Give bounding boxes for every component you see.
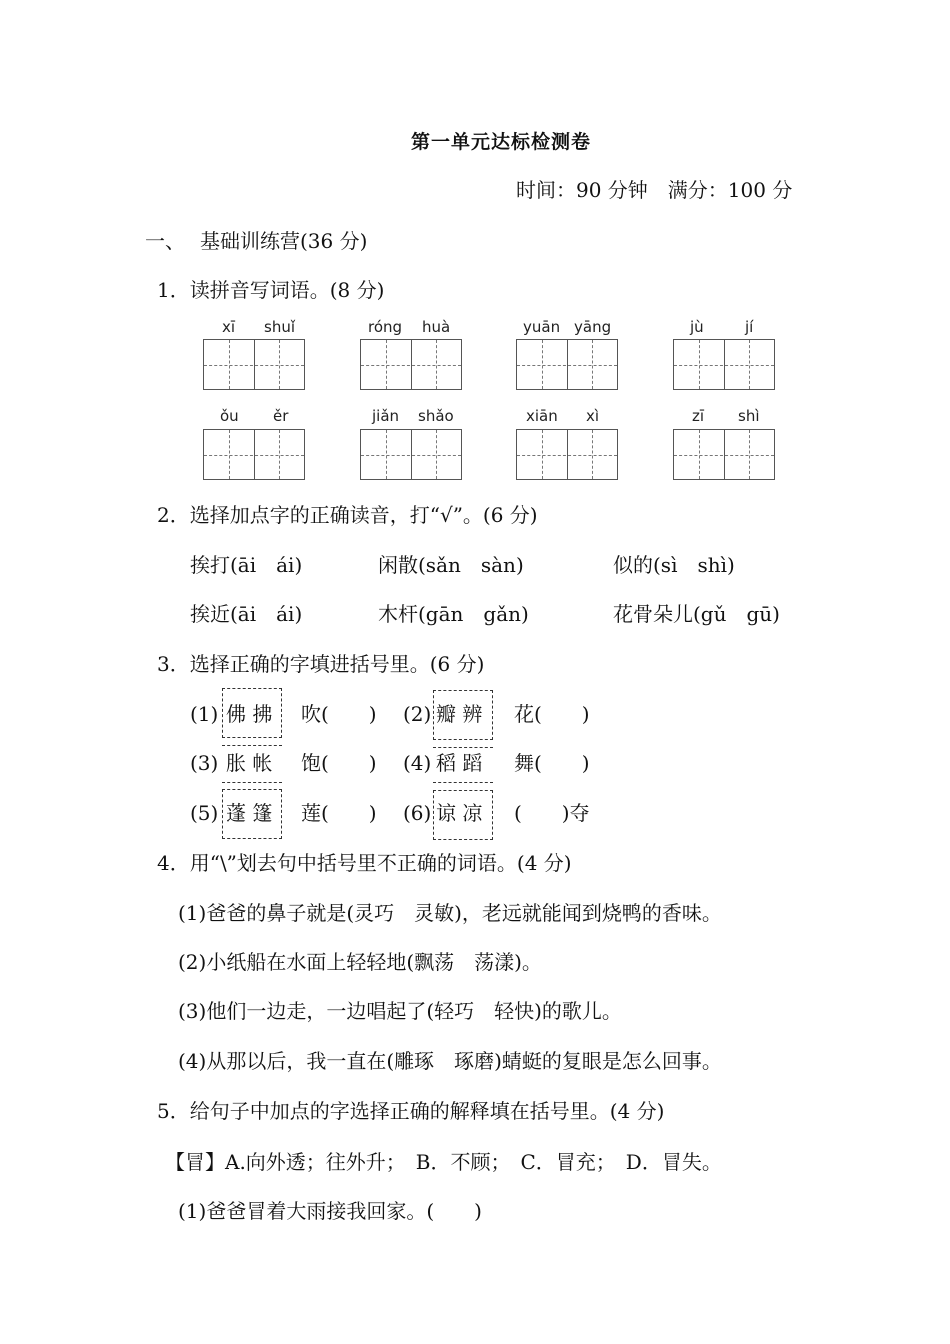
choice-box-divider — [433, 782, 493, 783]
choice-item: 似的(sì shì) — [613, 553, 735, 577]
writing-grid[interactable] — [673, 339, 775, 390]
choice-box-divider — [222, 782, 282, 783]
writing-grid[interactable] — [516, 429, 618, 480]
definition-list: 【冒】A.向外透；往外升； B．不顾； C．冒充； D．冒失。 — [165, 1150, 722, 1174]
pinyin: xī — [222, 318, 236, 336]
pinyin: jiǎn — [372, 407, 400, 425]
char-choices: 稻 蹈 — [436, 751, 483, 775]
choice-item: 木杆(gān gǎn) — [378, 602, 529, 626]
choice-item: 挨打(āi ái) — [190, 553, 303, 577]
pinyin: jí — [745, 318, 754, 336]
item-number: (3) — [190, 751, 219, 775]
item-number: (5) — [190, 801, 219, 825]
pinyin: ǒu — [220, 407, 239, 425]
fill-blank: 舞( ) — [514, 751, 590, 775]
sentence-item: (1)爸爸的鼻子就是(灵巧 灵敏)，老远就能闻到烧鸭的香味。 — [178, 901, 722, 925]
sentence-item: (1)爸爸冒着大雨接我回家。( ) — [178, 1199, 482, 1223]
question-4-label: 4．用“\”划去句中括号里不正确的词语。(4 分) — [157, 851, 572, 875]
section-number: 一、 — [145, 229, 185, 253]
page-title: 第一单元达标检测卷 — [410, 131, 591, 153]
question-3-label: 3．选择正确的字填进括号里。(6 分) — [157, 652, 485, 676]
char-choices: 蓬 篷 — [226, 801, 273, 825]
choice-box-divider — [222, 745, 282, 746]
writing-grid[interactable] — [360, 429, 462, 480]
fill-blank: 花( ) — [514, 702, 590, 726]
pinyin: shì — [738, 407, 760, 425]
char-choices: 瓣 辨 — [436, 702, 483, 726]
char-choices: 胀 帐 — [226, 751, 273, 775]
section-title: 基础训练营(36 分) — [200, 229, 368, 253]
pinyin: ěr — [273, 407, 289, 425]
item-number: (2) — [403, 702, 432, 726]
question-2-label: 2．选择加点字的正确读音，打“√”。(6 分) — [157, 503, 538, 527]
item-number: (1) — [190, 702, 219, 726]
writing-grid[interactable] — [203, 339, 305, 390]
question-5-label: 5．给句子中加点的字选择正确的解释填在括号里。(4 分) — [157, 1099, 665, 1123]
choice-item: 花骨朵儿(gǔ gū) — [613, 602, 780, 626]
char-choices: 谅 凉 — [436, 801, 483, 825]
choice-item: 挨近(āi ái) — [190, 602, 303, 626]
fill-blank: 饱( ) — [301, 751, 377, 775]
pinyin: xì — [586, 407, 600, 425]
pinyin: shuǐ — [264, 318, 295, 336]
fill-blank: 吹( ) — [301, 702, 377, 726]
choice-box-divider — [433, 747, 493, 748]
pinyin: yāng — [574, 318, 612, 336]
writing-grid[interactable] — [203, 429, 305, 480]
exam-meta: 时间：90 分钟 满分：100 分 — [516, 178, 793, 202]
pinyin: shǎo — [418, 407, 454, 425]
pinyin: yuān — [523, 318, 561, 336]
sentence-item: (2)小纸船在水面上轻轻地(飘荡 荡漾)。 — [178, 950, 542, 974]
pinyin: róng — [368, 318, 403, 336]
pinyin: xiān — [526, 407, 558, 425]
item-number: (6) — [403, 801, 432, 825]
sentence-item: (3)他们一边走，一边唱起了(轻巧 轻快)的歌儿。 — [178, 999, 622, 1023]
pinyin: huà — [422, 318, 451, 336]
pinyin: zī — [692, 407, 705, 425]
fill-blank: 莲( ) — [301, 801, 377, 825]
item-number: (4) — [403, 751, 432, 775]
char-choices: 佛 拂 — [226, 702, 273, 726]
writing-grid[interactable] — [516, 339, 618, 390]
sentence-item: (4)从那以后，我一直在(雕琢 琢磨)蜻蜓的复眼是怎么回事。 — [178, 1049, 722, 1073]
writing-grid[interactable] — [673, 429, 775, 480]
question-1-label: 1．读拼音写词语。(8 分) — [157, 278, 385, 302]
choice-item: 闲散(sǎn sàn) — [378, 553, 524, 577]
pinyin: jù — [690, 318, 704, 336]
writing-grid[interactable] — [360, 339, 462, 390]
fill-blank: ( )夺 — [514, 801, 590, 825]
